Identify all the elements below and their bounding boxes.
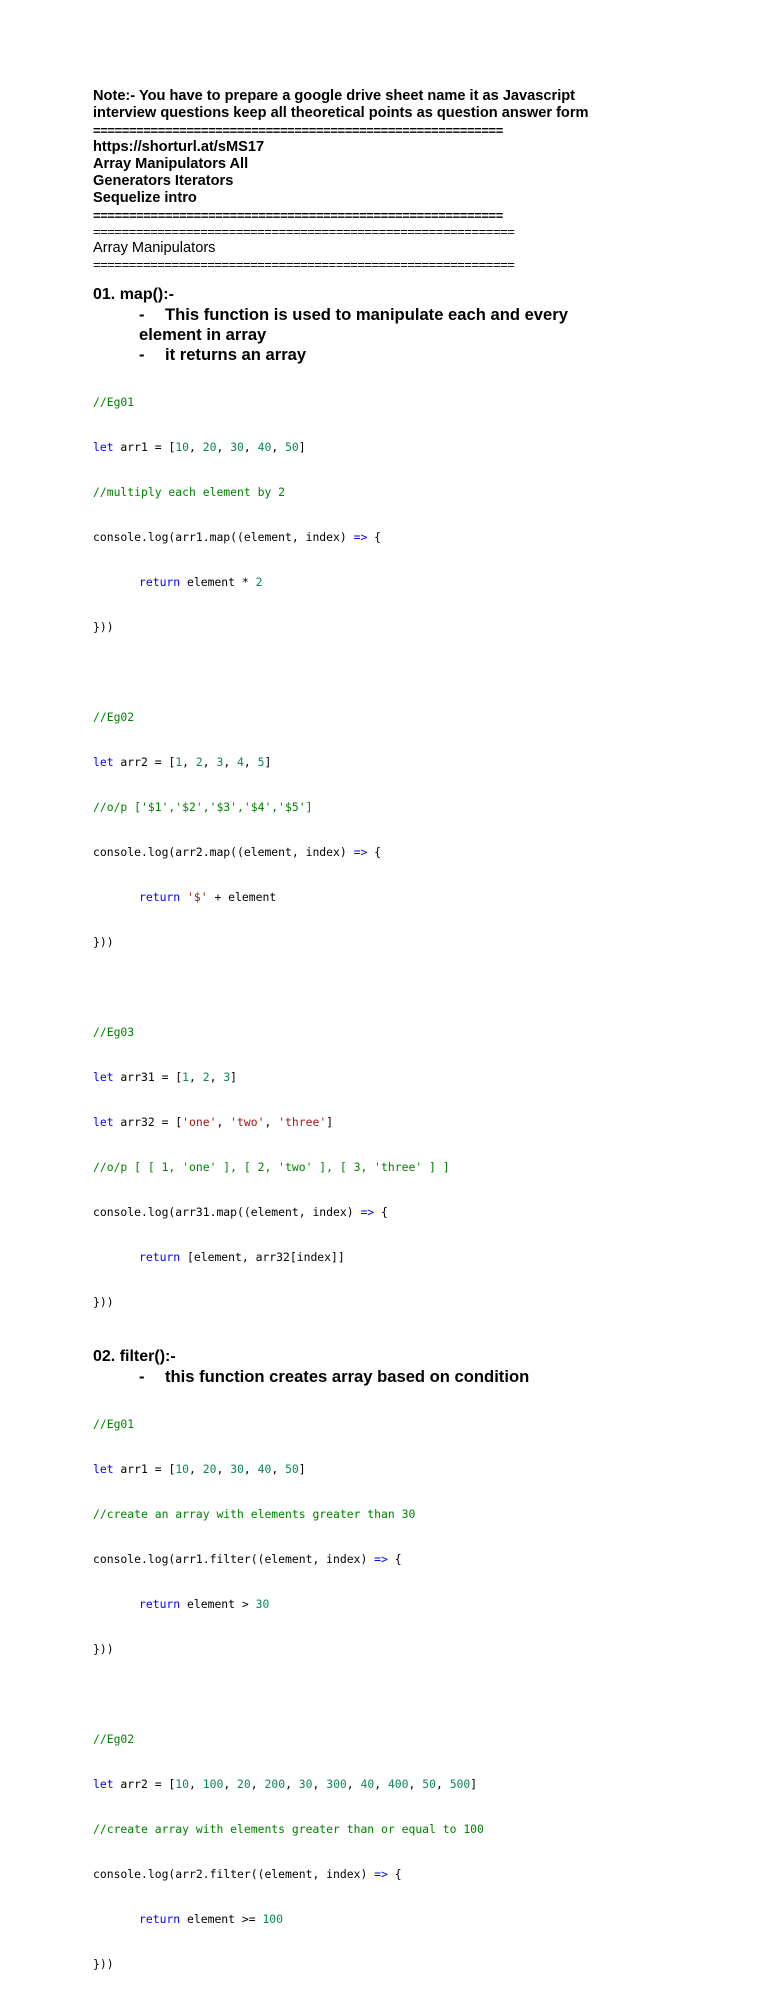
map-bullet-1-line-1: This function is used to manipulate each and every: [165, 305, 568, 324]
code-comment: //o/p [ [ 1, 'one' ], [ 2, 'two' ], [ 3, 'three' ] ]: [93, 1160, 450, 1174]
code-comment: //multiply each element by 2: [93, 485, 286, 499]
code-block-map-eg01: [93, 365, 743, 665]
separator-bold: =========================================================: [93, 123, 503, 138]
list-value: 5: [257, 755, 265, 769]
code-block-filter-eg02: [93, 1702, 743, 2002]
map-bullet-2: [93, 345, 743, 365]
code-call: console.log(arr2.map((element, index) => {: [93, 845, 382, 859]
code-declaration-1: let arr31 = [1, 2, 3]: [93, 1070, 238, 1084]
separator-thin-2: ===========================================================: [93, 257, 515, 272]
number-list: 10, 20, 30, 40, 50: [175, 1462, 299, 1476]
list-value: 200: [264, 1777, 286, 1791]
code-comment: //create an array with elements greater than 30: [93, 1507, 416, 1521]
code-label: //Eg01: [93, 1417, 135, 1431]
code-block-map-eg03: [93, 995, 743, 1340]
separator-bold-2: =========================================================: [93, 208, 503, 223]
code-declaration: let arr2 = [10, 100, 20, 200, 30, 300, 40, 400, 50, 500]: [93, 1777, 478, 1791]
code-call: console.log(arr1.map((element, index) => {: [93, 530, 382, 544]
list-value: 10: [175, 1777, 190, 1791]
filter-bullet-1-text: this function creates array based on condition: [165, 1367, 530, 1386]
map-bullet-2-text: it returns an array: [165, 345, 307, 364]
map-bullet-1: [93, 305, 743, 345]
document-page: [93, 88, 743, 2002]
code-call: console.log(arr31.map((element, index) => {: [93, 1205, 388, 1219]
map-bullet-1-line-2: element in array: [139, 325, 267, 344]
list-value: 30: [230, 440, 244, 454]
separator-thin: ===========================================================: [93, 224, 515, 239]
string-list: 'one', 'two', 'three': [182, 1115, 327, 1129]
code-return: return [element, arr32[index]]: [139, 1250, 345, 1264]
code-close: })): [93, 1957, 114, 1971]
list-value: 50: [285, 440, 299, 454]
list-value: 30: [298, 1777, 313, 1791]
number-list: 1, 2, 3: [182, 1070, 231, 1084]
code-declaration: let arr1 = [10, 20, 30, 40, 50]: [93, 440, 306, 454]
code-comment: //o/p ['$1','$2','$3','$4','$5']: [93, 800, 313, 814]
list-value: 4: [237, 755, 244, 769]
list-value: 3: [223, 1070, 231, 1084]
shorturl-link[interactable]: https://shorturl.at/sMS17: [93, 139, 265, 155]
list-value: 20: [202, 440, 217, 454]
list-value: 400: [387, 1777, 409, 1791]
list-value: 40: [257, 440, 272, 454]
list-value: 1: [175, 755, 183, 769]
code-label: //Eg03: [93, 1025, 135, 1039]
list-value: 300: [326, 1777, 347, 1791]
code-close: })): [93, 1295, 114, 1309]
code-label: //Eg02: [93, 1732, 135, 1746]
code-close: })): [93, 935, 114, 949]
list-value: 3: [216, 755, 224, 769]
list-value: 500: [449, 1777, 471, 1791]
bullet-dash: -: [139, 1367, 145, 1386]
code-return: return element * 2: [139, 575, 263, 589]
list-value: 2: [202, 1070, 210, 1084]
list-value: 2: [195, 755, 203, 769]
list-value: 'two': [230, 1115, 265, 1129]
code-return: return element > 30: [139, 1597, 270, 1611]
code-call: console.log(arr2.filter((element, index) => {: [93, 1867, 402, 1881]
list-value: 100: [202, 1777, 224, 1791]
list-value: 10: [175, 1462, 190, 1476]
filter-heading: 02. filter():-: [93, 1348, 176, 1365]
note-line-2: interview questions keep all theoretical points as question answer form: [93, 105, 589, 121]
list-value: 30: [230, 1462, 244, 1476]
number-list: 10, 20, 30, 40, 50: [175, 440, 299, 454]
code-declaration-2: let arr32 = ['one', 'two', 'three']: [93, 1115, 334, 1129]
code-return: return '$' + element: [139, 890, 277, 904]
section-title: Array Manipulators: [93, 240, 216, 256]
list-value: 50: [285, 1462, 299, 1476]
list-value: 20: [237, 1777, 251, 1791]
list-value: 1: [182, 1070, 190, 1084]
topic-sequelize-intro: Sequelize intro: [93, 190, 197, 206]
list-value: 40: [257, 1462, 272, 1476]
note-line-1: Note:- You have to prepare a google drive sheet name it as Javascript: [93, 88, 576, 104]
bullet-dash: -: [139, 305, 145, 324]
code-declaration: let arr2 = [1, 2, 3, 4, 5]: [93, 755, 272, 769]
filter-bullet-1: [93, 1367, 743, 1387]
list-value: 'one': [182, 1115, 217, 1129]
list-value: 10: [175, 440, 190, 454]
code-block-filter-eg01: [93, 1387, 743, 1687]
list-value: 20: [202, 1462, 217, 1476]
topic-generators-iterators: Generators Iterators: [93, 173, 234, 189]
list-value: 40: [360, 1777, 375, 1791]
code-label: //Eg02: [93, 710, 135, 724]
code-call: console.log(arr1.filter((element, index) => {: [93, 1552, 402, 1566]
topic-array-manipulators: Array Manipulators All: [93, 156, 249, 172]
number-list: 1, 2, 3, 4, 5: [175, 755, 265, 769]
code-comment: //create array with elements greater than or equal to 100: [93, 1822, 484, 1836]
code-close: })): [93, 1642, 114, 1656]
list-value: 'three': [278, 1115, 327, 1129]
code-return: return element >= 100: [139, 1912, 284, 1926]
map-heading: 01. map():-: [93, 286, 174, 303]
code-close: })): [93, 620, 114, 634]
code-label: //Eg01: [93, 395, 135, 409]
number-list: 10, 100, 20, 200, 30, 300, 40, 400, 50, 500: [175, 1777, 471, 1791]
list-value: 50: [422, 1777, 436, 1791]
bullet-dash: -: [139, 345, 145, 364]
code-declaration: let arr1 = [10, 20, 30, 40, 50]: [93, 1462, 306, 1476]
code-block-map-eg02: [93, 680, 743, 980]
